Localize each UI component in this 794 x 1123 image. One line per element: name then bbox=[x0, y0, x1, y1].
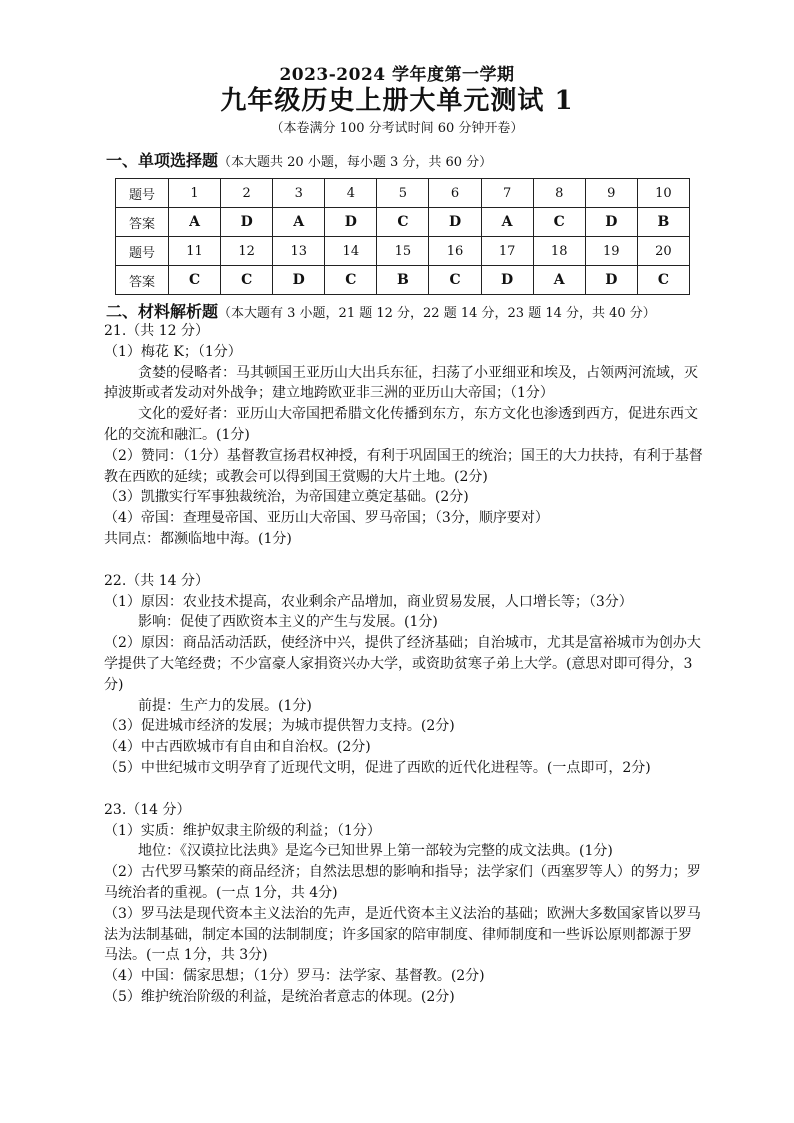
question-number: 3 bbox=[273, 179, 325, 208]
section-1-title: 一、单项选择题 bbox=[106, 151, 219, 170]
question-number: 11 bbox=[169, 237, 221, 266]
question-number: 8 bbox=[533, 179, 585, 208]
question-number: 18 bbox=[533, 237, 585, 266]
row-label-answer: 答案 bbox=[116, 208, 169, 237]
q21-line: （1）梅花 K；（1分） bbox=[104, 343, 242, 360]
answer-table bbox=[115, 178, 690, 295]
question-number: 15 bbox=[377, 237, 429, 266]
q22-line: 影响：促使了西欧资本主义的产生与发展。(1分) bbox=[138, 614, 438, 631]
question-number: 19 bbox=[585, 237, 637, 266]
answer-cell: D bbox=[429, 208, 481, 237]
answer-cell: D bbox=[585, 208, 637, 237]
section-1-heading bbox=[106, 148, 492, 171]
answer-cell: A bbox=[481, 208, 533, 237]
q23-line: （2）古代罗马繁荣的商品经济；自然法思想的影响和指导；法学家们（西塞罗等人）的努力；罗马统治者的重视。(一点 1分，共 4分) bbox=[104, 864, 701, 901]
q22-line: （3）促进城市经济的发展；为城市提供智力支持。(2分) bbox=[104, 718, 455, 735]
question-number: 16 bbox=[429, 237, 481, 266]
answer-cell: B bbox=[637, 208, 689, 237]
answer-cell: C bbox=[169, 266, 221, 295]
question-number: 5 bbox=[377, 179, 429, 208]
table-row-numbers-2 bbox=[116, 237, 690, 266]
section-2-heading bbox=[106, 299, 656, 322]
spacer bbox=[104, 550, 704, 571]
answer-cell: D bbox=[221, 208, 273, 237]
answer-cell: A bbox=[273, 208, 325, 237]
question-number: 7 bbox=[481, 179, 533, 208]
question-number: 2 bbox=[221, 179, 273, 208]
question-number: 10 bbox=[637, 179, 689, 208]
q23-heading: 23.（14 分） bbox=[104, 801, 191, 818]
q22-line: （1）原因：农业技术提高，农业剩余产品增加，商业贸易发展，人口增长等；（3分） bbox=[104, 593, 633, 610]
q21-line: （4）帝国：查理曼帝国、亚历山大帝国、罗马帝国；（3分，顺序要对） bbox=[104, 510, 549, 527]
table-row-numbers-1 bbox=[116, 179, 690, 208]
table-row-answers-1 bbox=[116, 208, 690, 237]
question-number: 12 bbox=[221, 237, 273, 266]
spacer bbox=[104, 779, 704, 800]
question-number: 20 bbox=[637, 237, 689, 266]
question-number: 1 bbox=[169, 179, 221, 208]
answer-cell: A bbox=[533, 266, 585, 295]
section-1-note: （本大题共 20 小题，每小题 3 分，共 60 分） bbox=[218, 155, 493, 170]
q23-line: 地位：《汉谟拉比法典》是迄今已知世界上第一部较为完整的成文法典。(1分) bbox=[138, 843, 613, 860]
q22-line: （2）原因：商品活动活跃，使经济中兴，提供了经济基础；自治城市，尤其是富裕城市为创办大学提供了大笔经费；不少富豪人家捐资兴办大学，或资助贫寒子弟上大学。(意思对即可得分，3分) bbox=[104, 635, 701, 693]
question-number: 9 bbox=[585, 179, 637, 208]
row-label-question: 题号 bbox=[116, 179, 169, 208]
answer-cell: C bbox=[377, 208, 429, 237]
q22-heading: 22.（共 14 分） bbox=[104, 572, 209, 589]
school-year-title: 2023-2024 学年度第一学期 bbox=[279, 65, 515, 85]
answer-cell: A bbox=[169, 208, 221, 237]
q22-line: （4）中古西欧城市有自由和自治权。(2分) bbox=[104, 739, 371, 756]
exam-info: （本卷满分 100 分考试时间 60 分钟开卷） bbox=[270, 121, 524, 136]
question-number: 6 bbox=[429, 179, 481, 208]
row-label-answer: 答案 bbox=[116, 266, 169, 295]
q23-line: （4）中国：儒家思想；（1分）罗马：法学家、基督教。(2分) bbox=[104, 968, 485, 985]
q23-line: （5）维护统治阶级的利益，是统治者意志的体现。(2分) bbox=[104, 988, 455, 1005]
question-number: 14 bbox=[325, 237, 377, 266]
q21-line: 文化的爱好者：亚历山大帝国把希腊文化传播到东方，东方文化也渗透到西方，促进东西文化的交流和融汇。(1分) bbox=[104, 406, 698, 443]
q23-line: （1）实质：维护奴隶主阶级的利益；（1分） bbox=[104, 822, 381, 839]
answer-content bbox=[104, 321, 704, 1008]
answer-cell: C bbox=[429, 266, 481, 295]
q23-line: （3）罗马法是现代资本主义法治的先声，是近代资本主义法治的基础；欧洲大多数国家皆以罗马法为法制基础，制定本国的法制制度；许多国家的陪审制度、律师制度和一些诉讼原则都源于罗马法。(一点 1分，共 3分) bbox=[104, 905, 701, 964]
q21-line: 共同点：都濒临地中海。(1分) bbox=[104, 530, 292, 547]
answer-cell: D bbox=[273, 266, 325, 295]
answer-cell: C bbox=[221, 266, 273, 295]
table-row-answers-2 bbox=[116, 266, 690, 295]
answer-cell: C bbox=[533, 208, 585, 237]
answer-cell: C bbox=[637, 266, 689, 295]
q21-line: （2）赞同：（1分）基督教宣扬君权神授，有利于巩固国王的统治；国王的大力扶持，有利于基督教在西欧的延续；或教会可以得到国王赏赐的大片土地。(2分) bbox=[104, 447, 703, 485]
answer-cell: D bbox=[481, 266, 533, 295]
q21-line: 贪婪的侵略者：马其顿国王亚历山大出兵东征，扫荡了小亚细亚和埃及，占领两河流域，灭掉波斯或者发动对外战争；建立地跨欧亚非三洲的亚历山大帝国；（1分） bbox=[104, 364, 698, 402]
section-2-note: （本大题有 3 小题，21 题 12 分，22 题 14 分，23 题 14 分，共 40 分） bbox=[218, 306, 656, 321]
answer-cell: D bbox=[325, 208, 377, 237]
page-title: 九年级历史上册大单元测试 1 bbox=[220, 86, 574, 116]
section-2-title: 二、材料解析题 bbox=[106, 302, 219, 321]
q22-line: （5）中世纪城市文明孕育了近现代文明，促进了西欧的近代化进程等。(一点即可，2分) bbox=[104, 759, 651, 776]
answer-cell: B bbox=[377, 266, 429, 295]
question-number: 13 bbox=[273, 237, 325, 266]
q22-line: 前提：生产力的发展。(1分) bbox=[138, 697, 312, 714]
q21-heading: 21.（共 12 分） bbox=[104, 323, 209, 339]
question-number: 4 bbox=[325, 179, 377, 208]
question-number: 17 bbox=[481, 237, 533, 266]
row-label-question: 题号 bbox=[116, 237, 169, 266]
q21-line: （3）凯撒实行军事独裁统治，为帝国建立奠定基础。(2分) bbox=[104, 489, 469, 506]
answer-cell: C bbox=[325, 266, 377, 295]
answer-cell: D bbox=[585, 266, 637, 295]
